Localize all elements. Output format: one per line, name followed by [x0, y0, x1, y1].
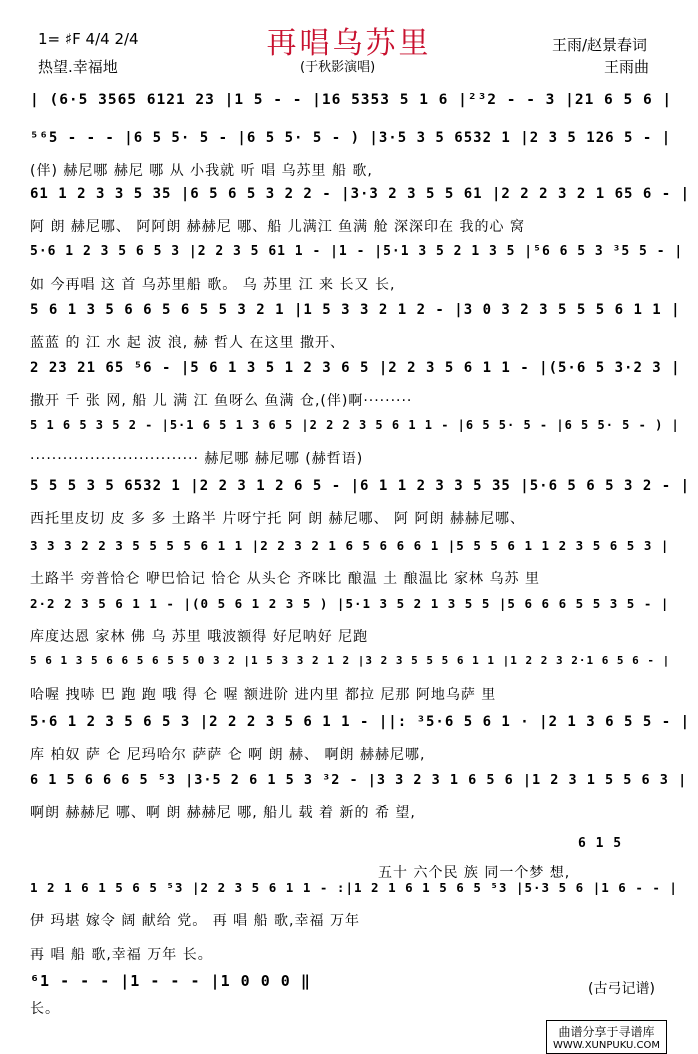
lyric-line: 撒开 千 张 网, 船 儿 满 江 鱼呀么 鱼满 仓,(伴)啊········· — [30, 393, 413, 409]
lyric-line: 再 唱 船 歌,幸福 万年 长。 — [30, 947, 213, 963]
lyric-line: (伴) 赫尼哪 赫尼 哪 从 小我就 听 唱 乌苏里 船 歌, — [30, 163, 373, 179]
tempo-mood: 热望.幸福地 — [38, 58, 118, 76]
lyric-line: 啊朗 赫赫尼 哪、啊 朗 赫赫尼 哪, 船儿 载 着 新的 希 望, — [30, 805, 416, 821]
performer: (于秋影演唱) — [300, 60, 376, 75]
notation-line: | (6·5 3565 6121 23 |1 5 - - |16 5353 5 1 6 |²³2 - - 3 |21 6 5 6 | — [30, 92, 673, 108]
notation-line: 1 2 1 6 1 5 6 5 ⁵3 |2 2 3 5 6 1 1 - :|1 2 1 6 1 5 6 5 ⁵3 |5·3 5 6 |1 6 - - | — [30, 880, 678, 895]
notation-line: 5 6 1 3 5 6 6 5 6 5 5 0 3 2 |1 5 3 3 2 1 2 |3 2 3 5 5 5 6 1 1 |1 2 2 3 2·1 6 5 6 - | — [30, 654, 671, 667]
notation-line: 5·6 1 2 3 5 6 5 3 |2 2 3 5 61 1 - |1 - |5·1 3 5 2 1 3 5 |⁵6 6 5 3 ³5 5 - | — [30, 244, 684, 259]
notation-line: 6 1 5 6 6 6 5 ⁵3 |3·5 2 6 1 5 3 ³2 - |3 3 2 3 1 6 5 6 |1 2 3 1 5 5 6 3 | — [30, 772, 688, 788]
notation-line: 5 6 1 3 5 6 6 5 6 5 5 3 2 1 |1 5 3 3 2 1 2 - |3 0 3 2 3 5 5 5 6 1 1 | — [30, 302, 681, 318]
key-signature: 1= ♯F 4/4 2/4 — [38, 30, 139, 48]
site-watermark — [546, 1020, 667, 1054]
notation-line: 2·2 2 3 5 6 1 1 - |(0 5 6 1 2 3 5 ) |5·1 3 5 2 1 3 5 5 |5 6 6 6 5 5 3 5 - | — [30, 596, 670, 611]
lyric-line: 西托里皮切 皮 多 多 土路半 片呀宁托 阿 朗 赫尼哪、 阿 阿朗 赫赫尼哪、 — [30, 511, 525, 527]
lyric-line: 蓝蓝 的 江 水 起 波 浪, 赫 哲人 在这里 撒开、 — [30, 335, 345, 351]
lyricist: 王雨/赵景春词 — [552, 36, 648, 54]
lyric-line: 库 柏奴 萨 仑 尼玛哈尔 萨萨 仑 啊 朗 赫、 啊朗 赫赫尼哪, — [30, 747, 426, 763]
notation-line: 6 1 5 — [578, 836, 623, 851]
lyric-line: 土路半 旁普恰仑 咿巴恰记 恰仑 从头仑 齐咪比 酿温 土 酿温比 家林 乌苏 里 — [30, 571, 540, 587]
lyric-line: 阿 朗 赫尼哪、 阿阿朗 赫赫尼 哪、船 儿满江 鱼满 舱 深深印在 我的心 窝 — [30, 219, 525, 235]
notation-line: 5 1 6 5 3 5 2 - |5·1 6 5 1 3 6 5 |2 2 2 3 5 6 1 1 - |6 5 5· 5 - |6 5 5· 5 - ) | — [30, 418, 680, 432]
site-url: WWW.XUNPUKU.COM — [553, 1040, 660, 1051]
lyric-line: ······························· 赫尼哪 赫尼哪 (赫哲语) — [30, 451, 364, 467]
notation-line: 5 5 5 3 5 6532 1 |2 2 3 1 2 6 5 - |6 1 1 2 3 3 5 35 |5·6 5 6 5 3 2 - | — [30, 478, 691, 494]
notation-line: 2 23 21 65 ⁵6 - |5 6 1 3 5 1 2 3 6 5 |2 2 3 5 6 1 1 - |(5·6 5 3·2 3 | — [30, 360, 681, 376]
lyric-line: 如 今再唱 这 首 乌苏里船 歌。 乌 苏里 江 来 长又 长, — [30, 277, 396, 293]
share-text: 曲谱分享于寻谱库 — [558, 1025, 655, 1039]
lyric-line: 五十 六个民 族 同一个梦 想, — [378, 865, 571, 881]
notation-line: 61 1 2 3 3 5 35 |6 5 6 5 3 2 2 - |3·3 2 3 5 5 61 |2 2 2 3 2 1 65 6 - | — [30, 186, 691, 202]
lyric-line: 伊 玛堪 嫁令 阔 献给 党。 再 唱 船 歌,幸福 万年 — [30, 913, 360, 929]
lyric-line: 哈喔 拽哧 巴 跑 跑 哦 得 仑 喔 额进阶 进内里 都拉 尼那 阿地乌萨 里 — [30, 687, 497, 703]
song-title: 再唱乌苏里 — [266, 26, 432, 61]
notation-line: 5·6 1 2 3 5 6 5 3 |2 2 2 3 5 6 1 1 - ||: ³5·6 5 6 1 · |2 1 3 6 5 5 - | — [30, 714, 691, 730]
notation-credit: (古弓记谱) — [588, 981, 655, 997]
lyric-line: 长。 — [30, 1001, 60, 1017]
notation-line: ⁶1 - - - |1 - - - |1 0 0 0 ‖ — [30, 972, 311, 990]
notation-line: ⁵⁶5 - - - |6 5 5· 5 - |6 5 5· 5 - ) |3·5 3 5 6532 1 |2 3 5 126 5 - | — [30, 130, 672, 146]
notation-line: 3 3 3 2 2 3 5 5 5 5 6 1 1 |2 2 3 2 1 6 5 6 6 6 1 |5 5 5 6 1 1 2 3 5 6 5 3 | — [30, 538, 670, 553]
lyric-line: 库度达恩 家林 佛 乌 苏里 哦波额得 好尼呐好 尼跑 — [30, 629, 369, 645]
composer: 王雨曲 — [604, 58, 650, 76]
